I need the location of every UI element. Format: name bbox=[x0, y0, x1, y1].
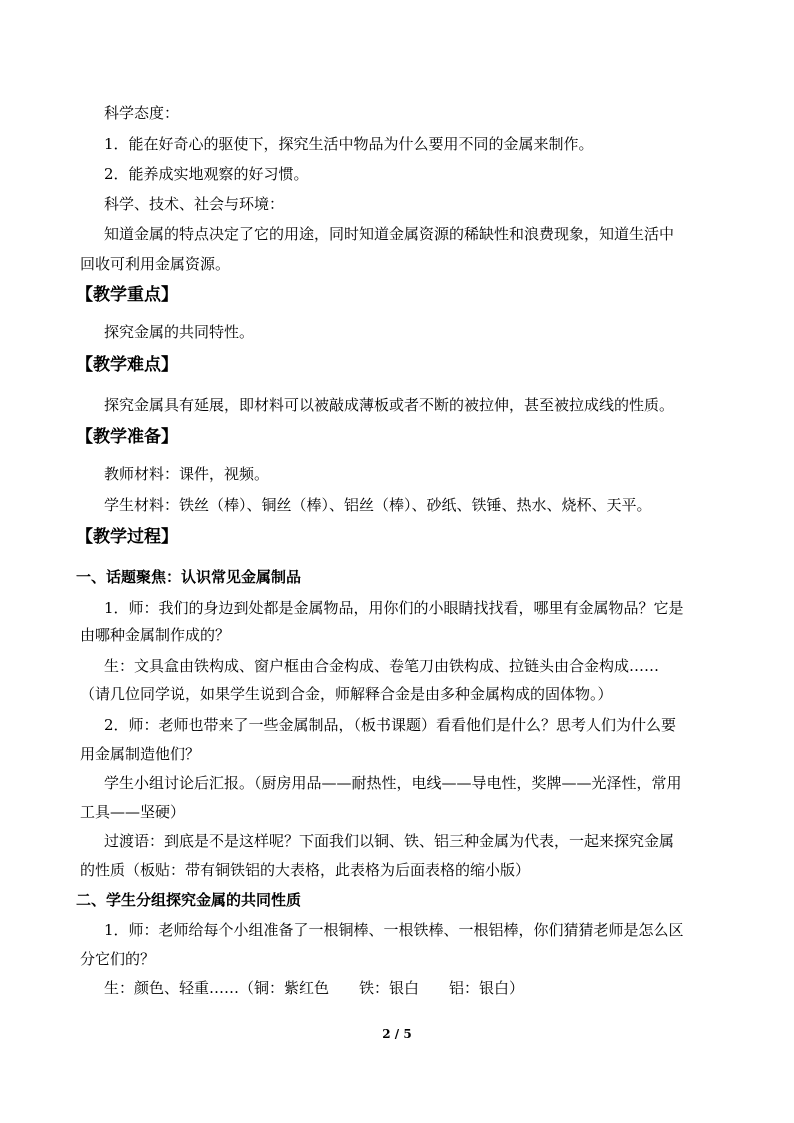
part1-question2-line1: 2．师：老师也带来了一些金属制品，（板书课题）看看他们是什么？思考人们为什么要 bbox=[104, 716, 677, 734]
sci-attitude-label: 科学态度： bbox=[104, 104, 180, 122]
part1-report-line2: 工具——坚硬） bbox=[80, 803, 186, 821]
part1-report-line1: 学生小组讨论后汇报。（厨房用品——耐热性，电线——导电性，奖牌——光泽性，常用 bbox=[104, 774, 682, 792]
difficulties-heading: 【教学难点】 bbox=[76, 355, 178, 375]
part1-title: 一、话题聚焦：认识常见金属制品 bbox=[76, 568, 302, 586]
part2-question1-line1: 1．师：老师给每个小组准备了一根铜棒、一根铁棒、一根铝棒，你们猜猜老师是怎么区 bbox=[104, 921, 684, 939]
part1-question1-line1: 1．师：我们的身边到处都是金属物品，用你们的小眼睛找找看，哪里有金属物品？它是 bbox=[104, 599, 684, 617]
preparation-heading: 【教学准备】 bbox=[76, 427, 178, 447]
sci-attitude-item-1: 1．能在好奇心的驱使下，探究生活中物品为什么要用不同的金属来制作。 bbox=[104, 135, 594, 153]
stse-text-line1: 知道金属的特点决定了它的用途，同时知道金属资源的稀缺性和浪费现象，知道生活中 bbox=[104, 225, 675, 243]
part2-title: 二、学生分组探究金属的共同性质 bbox=[76, 891, 302, 909]
part1-transition-line1: 过渡语：到底是不是这样呢？下面我们以铜、铁、铝三种金属为代表，一起来探究金属 bbox=[104, 832, 675, 850]
part1-note: （请几位同学说，如果学生说到合金，师解释合金是由多种金属构成的固体物。） bbox=[80, 685, 613, 703]
difficulties-text: 探究金属具有延展，即材料可以被敲成薄板或者不断的被拉伸，甚至被拉成线的性质。 bbox=[104, 396, 675, 414]
preparation-teacher: 教师材料：课件，视频。 bbox=[104, 465, 270, 483]
stse-label: 科学、技术、社会与环境： bbox=[104, 195, 285, 213]
part1-transition-line2: 的性质（板贴：带有铜铁铝的大表格，此表格为后面表格的缩小版） bbox=[80, 861, 531, 879]
part1-question2-line2: 用金属制造他们？ bbox=[80, 745, 201, 763]
sci-attitude-item-2: 2．能养成实地观察的好习惯。 bbox=[104, 165, 309, 183]
key-points-text: 探究金属的共同特性。 bbox=[104, 323, 255, 341]
part1-question1-line2: 由哪种金属制作成的？ bbox=[80, 626, 231, 644]
part2-answer1: 生：颜色、轻重……（铜：紫红色 铁：银白 铝：银白） bbox=[104, 979, 525, 997]
page-number: 2 / 5 bbox=[382, 1027, 412, 1041]
preparation-student: 学生材料：铁丝（棒）、铜丝（棒）、铝丝（棒）、砂纸、铁锤、热水、烧杯、天平。 bbox=[104, 496, 652, 514]
part1-answer1: 生：文具盒由铁构成、窗户框由合金构成、卷笔刀由铁构成、拉链头由合金构成…… bbox=[104, 657, 660, 675]
part2-question1-line2: 分它们的？ bbox=[80, 950, 156, 968]
key-points-heading: 【教学重点】 bbox=[76, 285, 178, 305]
stse-text-line2: 回收可利用金属资源。 bbox=[80, 255, 231, 273]
process-heading: 【教学过程】 bbox=[76, 527, 178, 547]
